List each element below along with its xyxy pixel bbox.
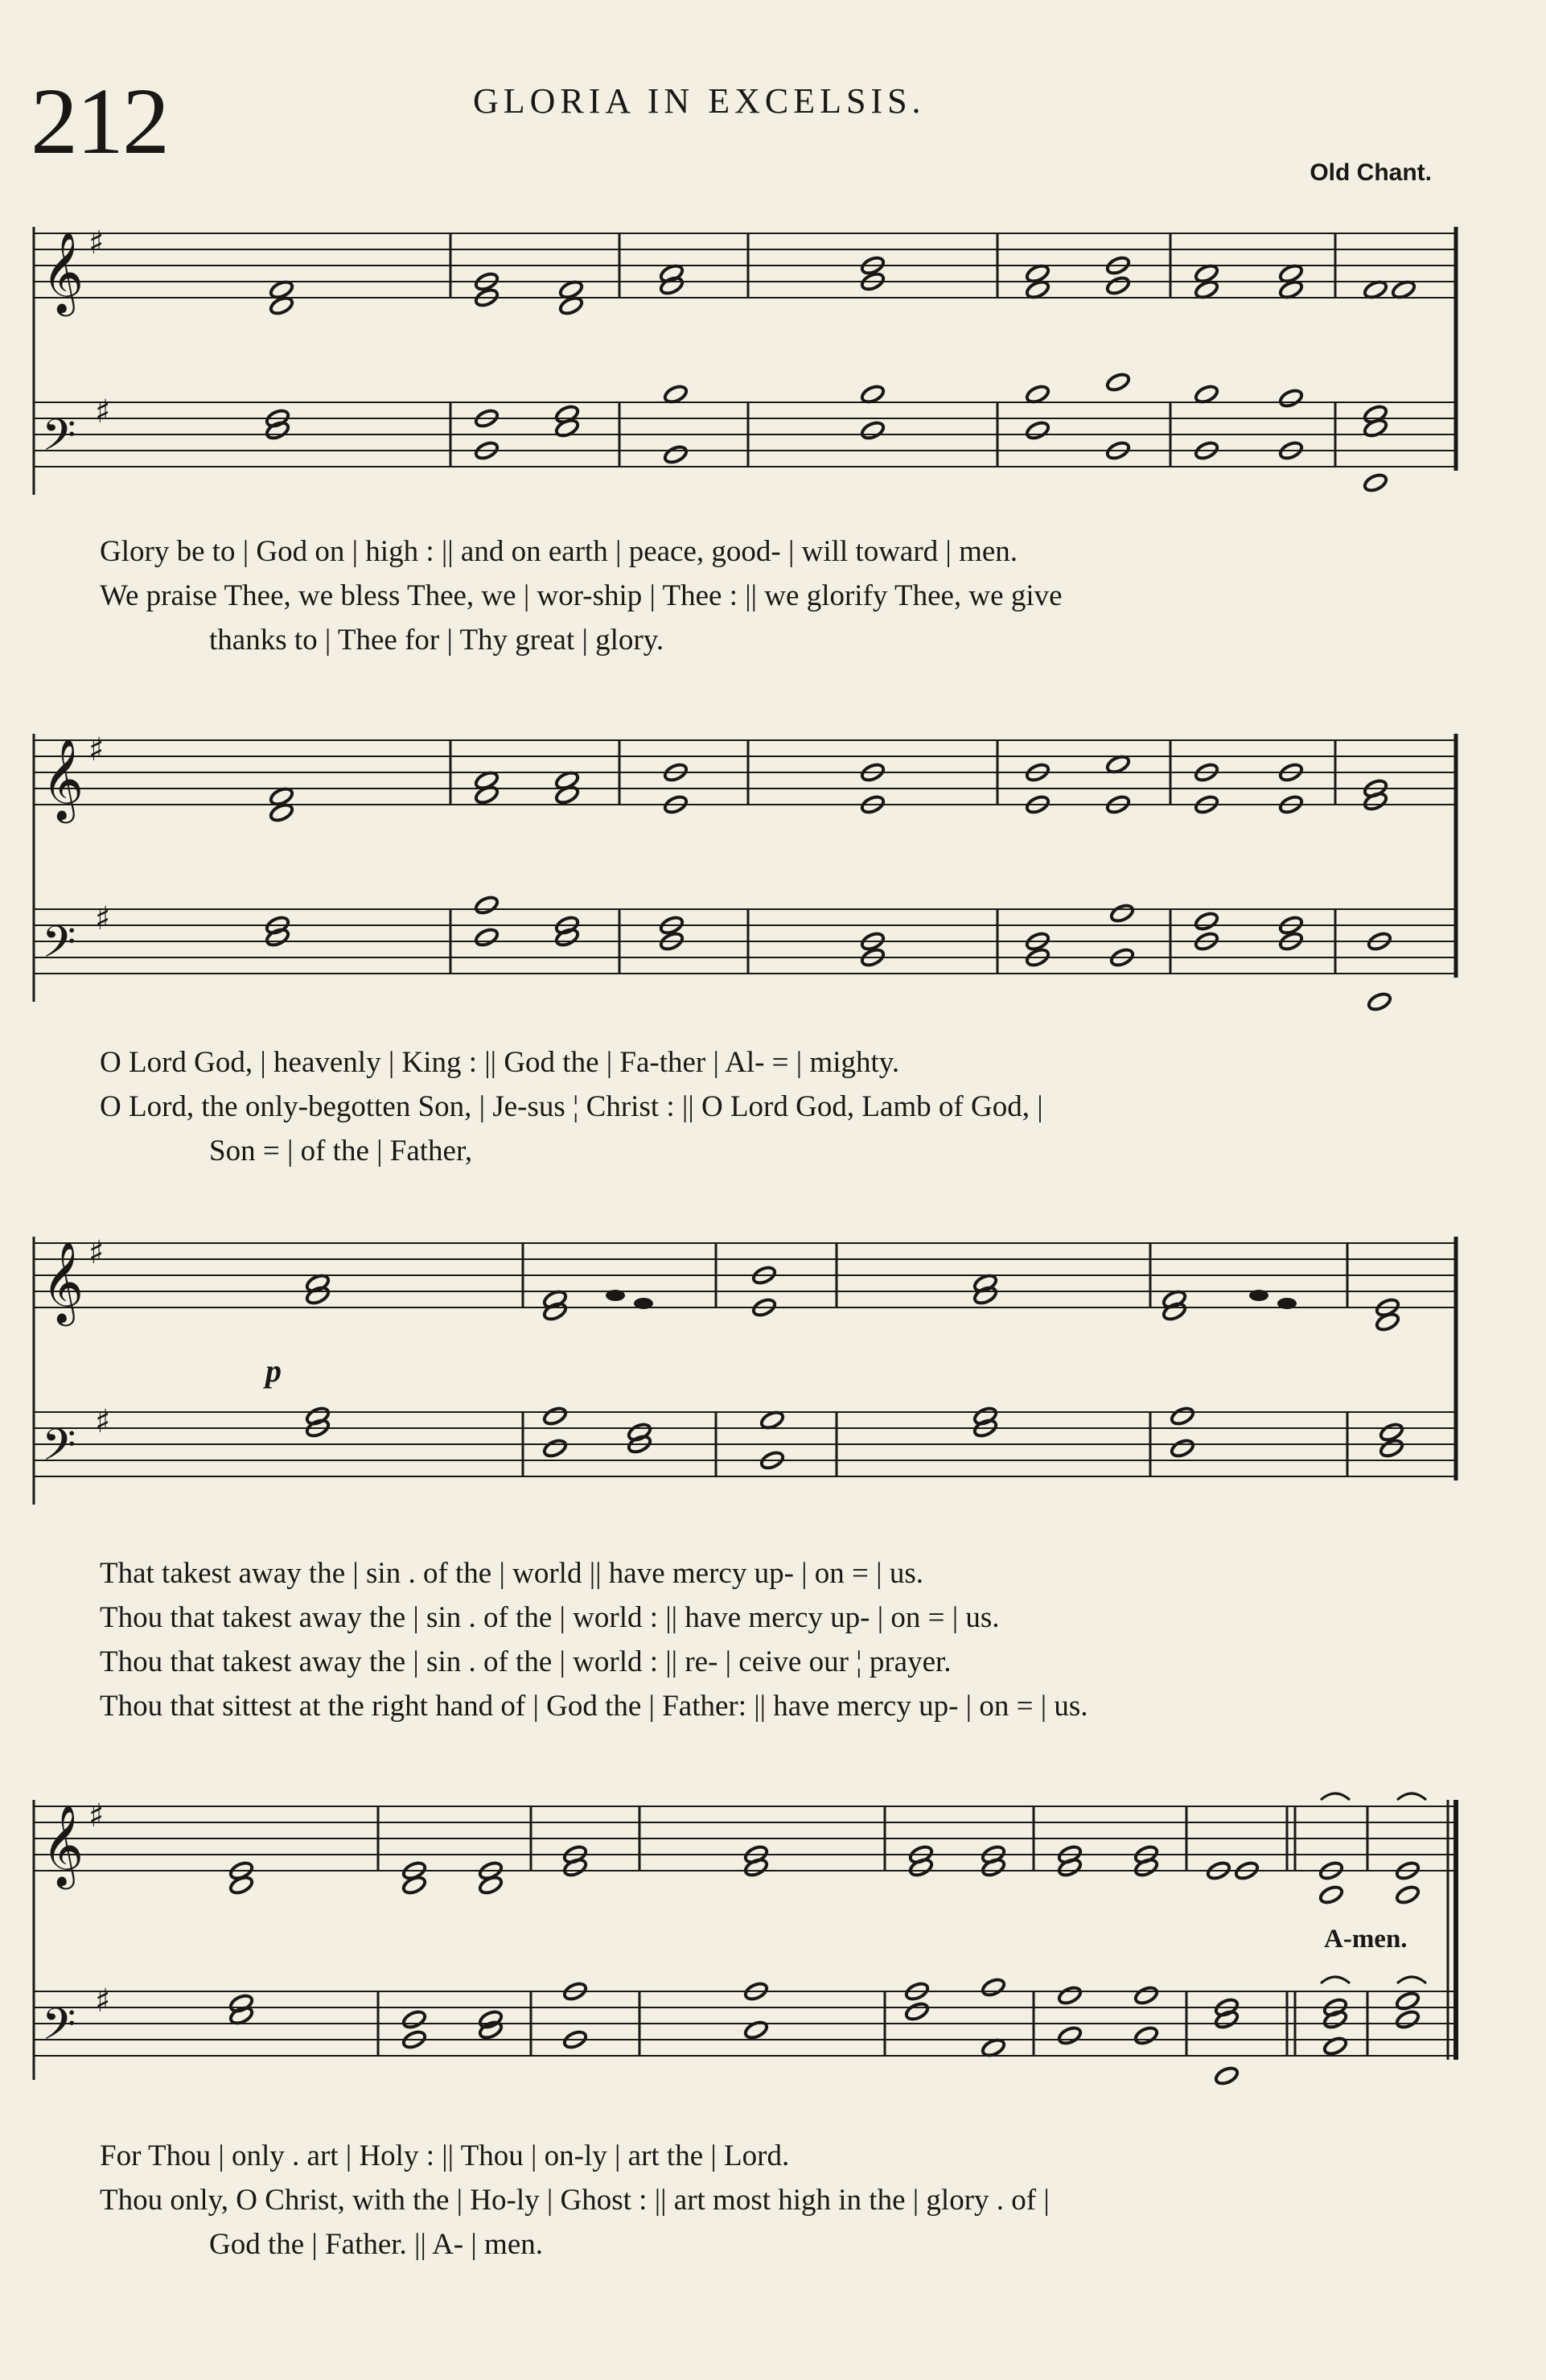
barlines <box>34 1800 1456 2080</box>
bass-staff-lines <box>34 402 1456 467</box>
music-system-3 <box>0 1227 1546 1533</box>
lyric-line: Son = | of the | Father, <box>209 1134 473 1167</box>
bass-staff-lines <box>34 1412 1456 1476</box>
key-signature-sharp-icon: ♯ <box>95 900 111 937</box>
key-signature-sharp-icon: ♯ <box>88 731 105 768</box>
amen-label: A-men. <box>1324 1925 1408 1954</box>
lyric-line: God the | Father. || A- | men. <box>209 2228 543 2261</box>
treble-staff-lines <box>34 233 1456 298</box>
music-system-1 <box>0 217 1546 523</box>
lyrics-block-1 <box>100 529 1467 662</box>
treble-clef-icon: 𝄞 <box>42 230 84 313</box>
lyric-line: Thou that sittest at the right hand of | God the | Father: || have mercy up- | on = | us. <box>100 1690 1088 1723</box>
key-signature-sharp-icon: ♯ <box>88 1797 105 1834</box>
lyrics-block-2 <box>100 1040 1467 1173</box>
barlines <box>34 1237 1456 1505</box>
key-signature-sharp-icon: ♯ <box>88 224 105 261</box>
lyric-line: That takest away the | sin . of the | world || have mercy up- | on = | us. <box>100 1557 923 1590</box>
bass-clef-icon: 𝄢 <box>42 1999 76 2061</box>
treble-staff-lines <box>34 1806 1456 1871</box>
bass-clef-icon: 𝄢 <box>42 410 76 471</box>
treble-staff-lines <box>34 1243 1456 1307</box>
treble-clef-icon: 𝄞 <box>42 737 84 820</box>
lyrics-block-4 <box>100 2134 1467 2267</box>
lyric-line: Thou only, O Christ, with the | Ho-ly | Ghost : || art most high in the | glory . of | <box>100 2184 1050 2217</box>
filled-notes <box>606 1290 1297 1309</box>
notes <box>305 1265 1404 1471</box>
notes <box>265 255 1416 493</box>
notes <box>228 1844 1421 2086</box>
hymn-number: 212 <box>31 68 168 174</box>
bass-staff-lines <box>34 909 1456 974</box>
bass-staff-lines <box>34 1991 1456 2056</box>
key-signature-sharp-icon: ♯ <box>95 393 111 430</box>
bass-clef-icon: 𝄢 <box>42 1419 76 1481</box>
lyric-line: O Lord, the only-begotten Son, | Je-sus ¦ Christ : || O Lord God, Lamb of God, | <box>100 1090 1043 1123</box>
barlines <box>34 227 1456 495</box>
treble-clef-icon: 𝄞 <box>42 1803 84 1886</box>
lyric-line: Thou that takest away the | sin . of the | world : || have mercy up- | on = | us. <box>100 1601 1000 1634</box>
treble-clef-icon: 𝄞 <box>42 1240 84 1323</box>
key-signature-sharp-icon: ♯ <box>95 1403 111 1440</box>
lyric-line: O Lord God, | heavenly | King : || God the | Fa-ther | Al- = | mighty. <box>100 1046 900 1079</box>
lyrics-block-3 <box>100 1551 1467 1728</box>
hymn-title: GLORIA IN EXCELSIS. <box>473 81 926 121</box>
barlines <box>34 734 1456 1002</box>
tune-attribution: Old Chant. <box>1310 159 1432 186</box>
lyric-line: Glory be to | God on | high : || and on earth | peace, good- | will toward | men. <box>100 535 1018 568</box>
dynamic-mark: p <box>265 1353 282 1389</box>
lyric-line: For Thou | only . art | Holy : || Thou | on-ly | art the | Lord. <box>100 2139 790 2172</box>
clefs <box>42 1797 110 2061</box>
key-signature-sharp-icon: ♯ <box>95 1983 111 2020</box>
bass-clef-icon: 𝄢 <box>42 916 76 978</box>
lyric-line: thanks to | Thee for | Thy great | glory. <box>209 624 664 657</box>
key-signature-sharp-icon: ♯ <box>88 1234 105 1271</box>
music-system-2 <box>0 724 1546 1030</box>
treble-staff-lines <box>34 740 1456 805</box>
lyric-line: We praise Thee, we bless Thee, we | wor-ship | Thee : || we glorify Thee, we give <box>100 579 1063 612</box>
music-system-4 <box>0 1790 1546 2128</box>
lyric-line: Thou that takest away the | sin . of the | world : || re- | ceive our ¦ prayer. <box>100 1645 952 1678</box>
